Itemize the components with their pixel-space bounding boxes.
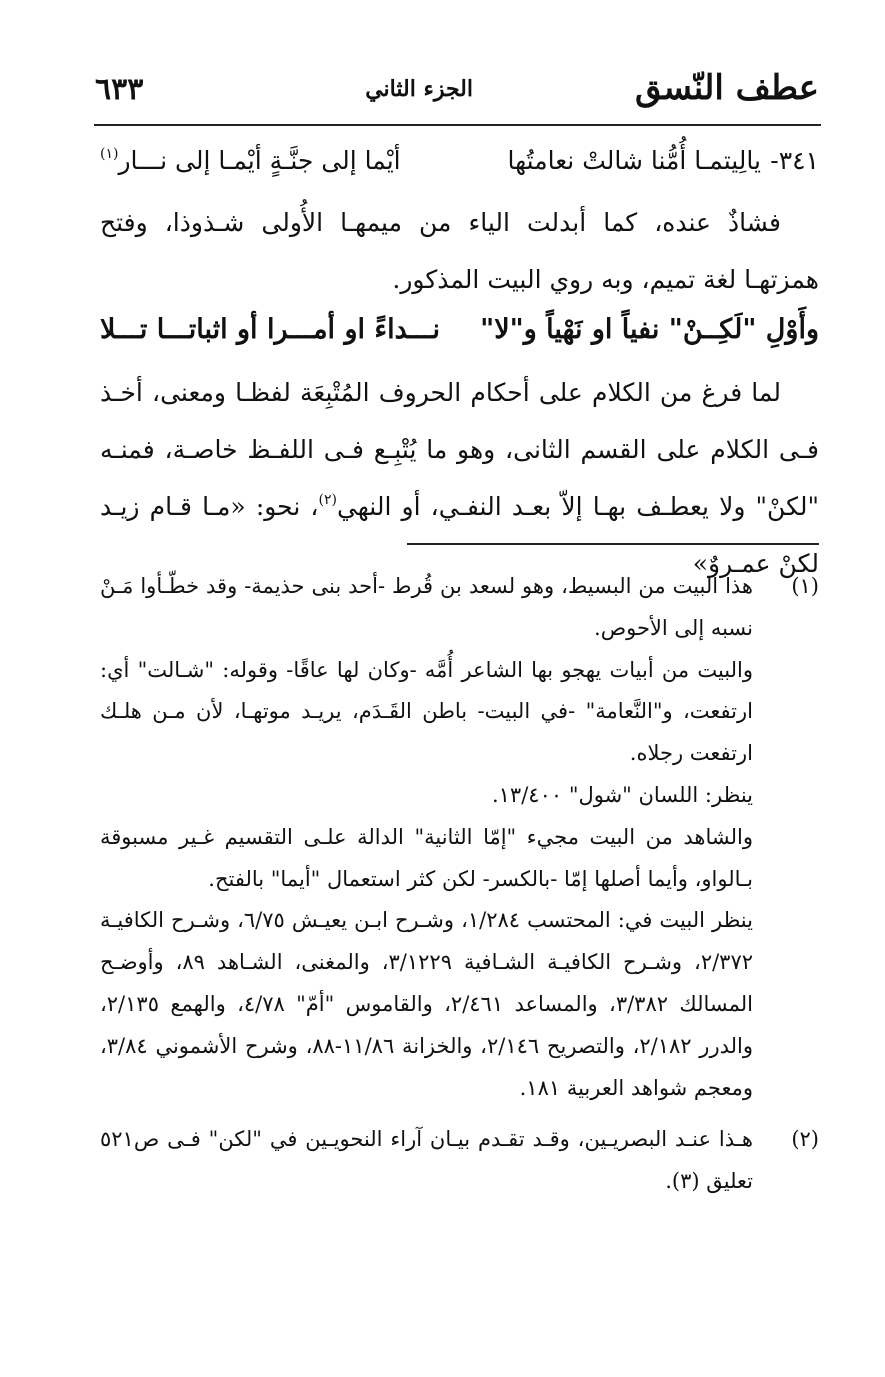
header-rule [94,124,821,126]
main-text [100,138,819,592]
footnote-line: ينظر البيت في: المحتسب ١/٢٨٤، وشـرح ابـن يعيـش ٦/٧٥، وشـرح الكافيـة ٢/٣٧٢، وشـرح الكافيـة الشـافية ٣/١٢٢٩، والمغنى، الشـاهد ٨٩، وأوضـح المسالك ٣/٣٨٢، والمساعد ٢/٤٦١، والقاموس "أمّ" ٤/٧٨، والهمع ٢/١٣٥، والدرر ٢/١٨٢، والتصريح ٢/١٤٦، والخزانة ١١/٨٦-٨٨، وشرح الأشموني ٣/٨٤، ومعجم شواهد العربية ١٨١. [100,908,754,1100]
para2-text-2: ، نحو: «مـا قـام زيـد لكنْ عمـروٌ» [100,492,819,578]
footnote-line: هـذا عنـد البصريـين، وقـد تقـدم بيـان آراء النحويـين في "لكن" فـى ص٥٢١ تعليق (٣). [100,1127,753,1194]
verse-hemistich-2-wrap [100,146,401,175]
page-number: ٦٣٣ [95,72,144,107]
alfiya-hemistich-1: وأَوْلِ "لَكِــنْ" نفياً او نَهْياً و"لا" [480,314,819,345]
footnote-separator [407,543,819,545]
verse-hemistich-1: يالِيتمـا أُمُّنا شالتْ نعامتُها [507,146,761,175]
verse-hemistich-2: أيْما إلى جنَّـةٍ أيْمـا إلى نـــار [118,146,401,175]
footnote-line: والبيت من أبيات يهجو بها الشاعر أُمَّه -وكان لها عاقًا- وقوله: "شـالت" أي: ارتفعت، و"النَّعامة" -في البيت- باطن القَـدَم، يريـد موتهـا، لأن مـن هلـك ارتفعت رجلاه. [100,657,753,766]
alfiya-hemistich-2: نـــداءً او أمـــرا أو اثباتـــا تـــلا [100,314,441,345]
footnote-number: (١) [791,574,819,598]
chapter-title: عطف النّسق [635,68,819,108]
footnote-ref-1[interactable]: (١) [100,146,119,162]
footnote-line: ينظر: اللسان "شول" ١٣/٤٠٠. [491,782,753,807]
footnotes [100,566,819,1203]
footnote-2 [100,1119,819,1203]
footnote-ref-2[interactable]: (٢) [318,492,337,508]
footnote-1 [100,566,819,1109]
footnote-number: (٢) [791,1127,819,1152]
volume-label: الجزء الثاني [365,76,473,102]
footnote-line: والشاهد من البيت مجيء "إمّا الثانية" الدالة علـى التقسيم غـير مسبوقة بـالواو، وأيما أصلها إمّا -بالكسر- لكن كثر استعمال "أيما" بالفتح. [100,824,753,891]
footnote-line: هذا البيت من البسيط، وهو لسعد بن قُرط -أحد بنى حذيمة- وقد خطّـأوا مَـنْ نسبه إلى الأحوص. [100,574,753,640]
commentary-paragraph-2 [100,364,819,592]
poetry-verse [100,138,819,194]
verse-number: ٣٤١- [770,146,819,175]
page-header [95,62,819,118]
commentary-paragraph-1: فشاذٌ عنده، كما أبدلت الياء من ميمهـا الأُولى شـذوذا، وفتح همزتهـا لغة تميم، وبه روي البيت المذكور. [100,208,819,294]
para2-text-1: لما فرغ من الكلام على أحكام الحروف المُتْبِعَة لفظـا ومعنى، أخـذ فـى الكلام على القسم الثانى، وهو ما يُتْبِـع فـى اللفـظ خاصـة، فمنـه "لكنْ" ولا يعطـف بهـا إلاّ بعـد النفـي، أو النهي [100,378,819,521]
alfiya-verse [100,308,819,364]
